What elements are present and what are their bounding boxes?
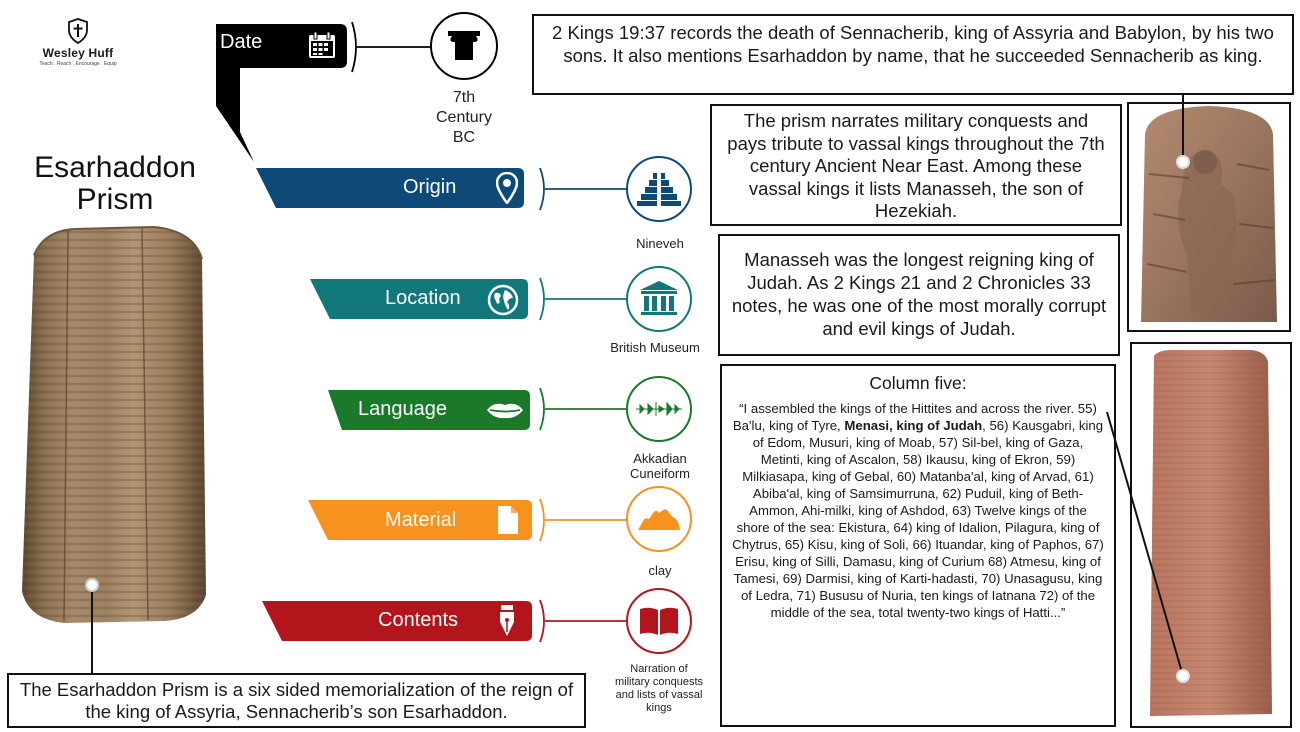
prism-photo (14, 225, 210, 625)
date-value-line-2: Century (435, 109, 493, 126)
logo-name: Wesley Huff (42, 46, 114, 60)
prism-narrative-text: The prism narrates military conquests and pays tribute to vassal kings throughout the 7th century Ancient Near East. Among these vassal kings it lists Manasseh, the son of Hezekiah. (727, 110, 1105, 221)
date-circle (430, 12, 498, 80)
date-connector (350, 20, 432, 74)
prism-side-marker-dot (1176, 669, 1190, 683)
location-connector (538, 276, 630, 322)
relief-photo-frame (1127, 102, 1291, 332)
wesley-huff-logo (30, 18, 126, 67)
manasseh-text: Manasseh was the longest reigning king of Judah. As 2 Kings 21 and 2 Chronicles 33 notes, he was one of the most morally corrupt and evil kings of Judah. (731, 249, 1107, 339)
page-title (8, 152, 222, 216)
column-five-box (720, 364, 1116, 727)
column-five-leader-line (1105, 410, 1195, 680)
language-value (610, 451, 710, 481)
clay-mound-icon (637, 507, 681, 531)
language-connector (538, 386, 630, 432)
open-book-icon (638, 605, 680, 637)
title-line-1: Esarhaddon (34, 151, 196, 184)
date-label: Date (220, 31, 263, 53)
language-circle (626, 376, 692, 442)
summary-text: The Esarhaddon Prism is a six sided memorialization of the reign of the king of Assyria, Sennacherib’s son Esarhaddon. (19, 679, 574, 722)
language-value-line-1: Akkadian (633, 451, 687, 466)
kings-text: 2 Kings 19:37 records the death of Sennacherib, king of Assyria and Babylon, by his two sons. It also mentions Esarhaddon by name, that he succeeded Sennacherib as king. (552, 22, 1274, 66)
document-icon (497, 505, 519, 535)
title-line-2: Prism (76, 183, 154, 216)
contents-connector (538, 598, 630, 644)
contents-value-line-4: kings (646, 702, 672, 714)
summary-box (7, 673, 586, 728)
date-value-line-3: BC (452, 129, 476, 146)
column-five-text-after: , 56) Kausgabri, king of Edom, Musuri, king of Moab, 57) Sil-bel, king of Gaza, Metinti, king of Ascalon, 58) Ikausu, king of Ekron, 59) Milkiasapa, king of Gebal, 60) Matanba'al, king of Arvad, 61) Abiba'al, king of Samsimurruna, 62) Puduil, king of Beth-Ammon, Ahi-milki, king of Ashdod, 63) Twelve kings of the shore of the sea: Ekistura, 64) king of Idalion, Pilagura, king of Chytrus, 65) Kisu, king of Soli, 66) Ituandar, king of Paphos, 67) Erisu, king of Silli, Damasu, king of Curium 68) Atmesu, king of Tamesi, 69) Darmisi, king of Karti-hadasti, 70) Unasagusu, king of Ledra, 71) Bususu of Nuria, ten kings of Iatnana 72) of the middle of the sea, total twenty-two kings of Hatti...” (732, 418, 1104, 620)
origin-connector (538, 166, 630, 212)
location-label: Location (385, 287, 461, 309)
lips-icon (486, 400, 524, 420)
location-value: British Museum (610, 340, 700, 355)
calendar-icon (307, 30, 337, 60)
contents-value-line-3: and lists of vassal (615, 689, 703, 701)
column-five-text-before: “I assembled the kings of the Hittites and across the river. 55) Ba'lu, king of Tyre, (732, 401, 1097, 433)
contents-value-line-1: Narration of (630, 663, 688, 675)
column-five-text-bold: Menasi, king of Judah (844, 418, 983, 433)
prism-narrative-box (710, 104, 1122, 226)
relief-marker-dot (1176, 155, 1190, 169)
origin-ribbon (256, 166, 526, 210)
material-value: clay (648, 563, 672, 578)
column-five-heading: Column five: (869, 373, 967, 393)
date-value (412, 88, 516, 148)
museum-icon (639, 280, 679, 318)
prism-marker-dot (85, 578, 99, 592)
material-circle (626, 486, 692, 552)
map-pin-icon (496, 172, 518, 204)
contents-label: Contents (378, 609, 459, 631)
origin-value: Nineveh (636, 236, 684, 251)
language-value-line-2: Cuneiform (630, 466, 690, 481)
shield-cross-icon (67, 18, 89, 44)
date-value-line-1: 7th (452, 89, 476, 106)
material-connector (538, 497, 630, 543)
assyrian-stele-photo (1129, 104, 1289, 330)
contents-circle (626, 588, 692, 654)
logo-tagline: Teach . Reach . Encourage . Equip (39, 61, 117, 67)
column-five-quote (732, 400, 1104, 621)
origin-label: Origin (403, 176, 457, 198)
material-label: Material (385, 509, 457, 531)
column-capital-icon (446, 28, 482, 64)
fountain-pen-icon (498, 604, 516, 638)
origin-circle (626, 156, 692, 222)
language-label: Language (358, 398, 447, 420)
ziggurat-icon (637, 171, 681, 207)
globe-icon (487, 284, 519, 316)
manasseh-box (718, 234, 1120, 356)
cuneiform-icon (636, 399, 682, 419)
location-circle (626, 266, 692, 332)
contents-value (596, 663, 722, 715)
prism-leader-line (91, 585, 93, 675)
contents-value-line-2: military conquests (614, 676, 704, 688)
kings-box (532, 14, 1294, 95)
kings-leader-line (1182, 95, 1184, 160)
